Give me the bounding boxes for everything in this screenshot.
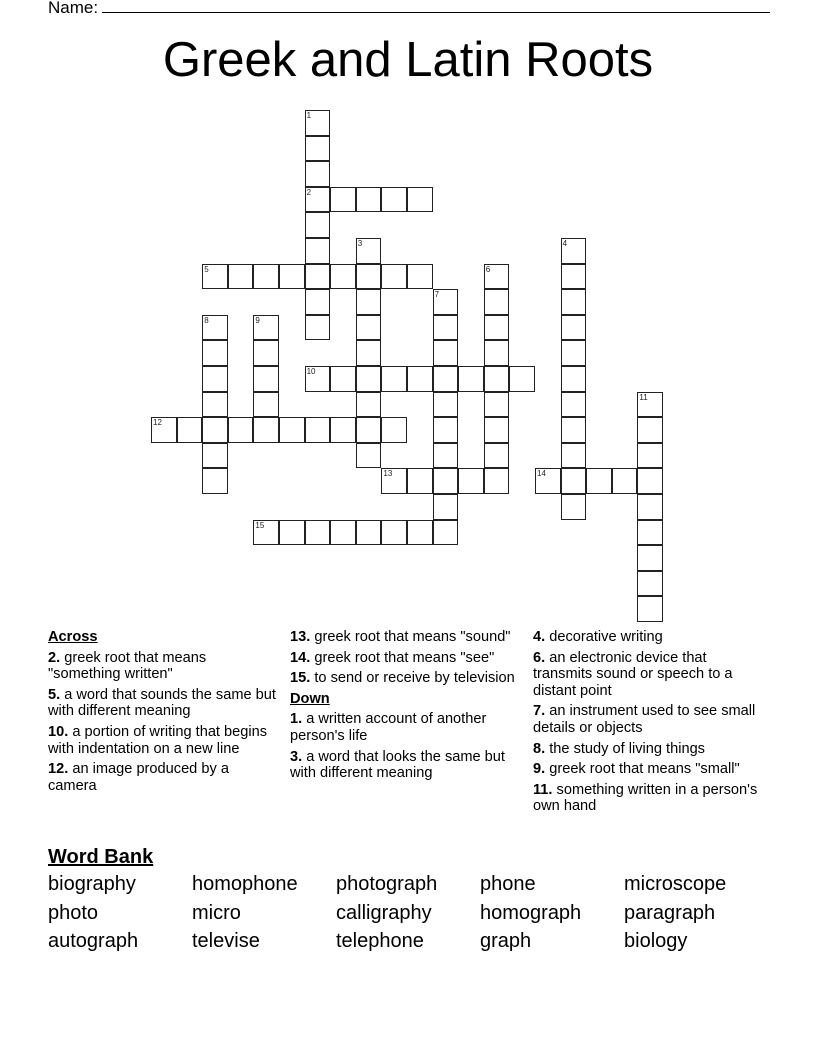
crossword-cell[interactable] bbox=[356, 520, 382, 546]
clue-down-11 bbox=[533, 782, 765, 815]
crossword-cell[interactable] bbox=[381, 187, 407, 213]
name-label: Name: bbox=[48, 0, 99, 17]
crossword-cell[interactable] bbox=[407, 520, 433, 546]
clue-text: something written in a person's own hand bbox=[533, 781, 758, 815]
crossword-cell[interactable] bbox=[407, 366, 433, 392]
crossword-cell[interactable] bbox=[381, 417, 407, 443]
crossword-cell[interactable] bbox=[433, 494, 459, 520]
crossword-cell[interactable] bbox=[202, 392, 228, 418]
crossword-cell[interactable] bbox=[433, 392, 459, 418]
word-bank-item: graph bbox=[480, 930, 532, 952]
crossword-cell[interactable] bbox=[561, 468, 587, 494]
clue-across-12 bbox=[48, 761, 280, 794]
crossword-cell[interactable] bbox=[305, 136, 331, 162]
clue-number: 10 bbox=[306, 367, 316, 376]
crossword-cell[interactable] bbox=[330, 417, 356, 443]
crossword-cell[interactable] bbox=[433, 315, 459, 341]
crossword-cell[interactable] bbox=[305, 264, 331, 290]
crossword-cell[interactable] bbox=[356, 443, 382, 469]
crossword-cell[interactable] bbox=[637, 520, 663, 546]
crossword-cell[interactable] bbox=[279, 417, 305, 443]
crossword-cell[interactable] bbox=[253, 264, 279, 290]
crossword-cell[interactable] bbox=[330, 264, 356, 290]
clue-text: a written account of another person's life bbox=[290, 711, 487, 744]
crossword-cell[interactable] bbox=[228, 264, 254, 290]
crossword-cell[interactable] bbox=[484, 443, 510, 469]
clues-column-3 bbox=[533, 629, 765, 819]
clue-across-14 bbox=[290, 650, 522, 667]
crossword-cell[interactable] bbox=[637, 417, 663, 443]
crossword-cell[interactable] bbox=[202, 468, 228, 494]
clue-across-2 bbox=[48, 650, 280, 683]
word-bank-item: biology bbox=[624, 930, 688, 952]
clue-across-15 bbox=[290, 670, 522, 687]
clue-number: 5 bbox=[204, 264, 209, 274]
crossword-cell[interactable] bbox=[561, 443, 587, 469]
crossword-cell[interactable] bbox=[177, 417, 203, 443]
crossword-cell[interactable] bbox=[305, 417, 331, 443]
crossword-cell[interactable] bbox=[484, 392, 510, 418]
crossword-cell[interactable] bbox=[202, 264, 228, 290]
crossword-cell[interactable] bbox=[637, 571, 663, 597]
clue-number-label: 3. bbox=[290, 748, 303, 765]
crossword-cell[interactable] bbox=[381, 366, 407, 392]
crossword-cell[interactable] bbox=[407, 187, 433, 213]
crossword-cell[interactable] bbox=[356, 264, 382, 290]
word-bank-item: calligraphy bbox=[336, 901, 432, 924]
down-heading: Down bbox=[290, 690, 330, 707]
crossword-cell[interactable] bbox=[637, 392, 663, 418]
clue-number: 14 bbox=[537, 469, 546, 479]
clue-down-8 bbox=[533, 741, 765, 758]
word-bank-item: autograph bbox=[48, 930, 139, 952]
clue-number: 1 bbox=[306, 111, 312, 120]
crossword-cell[interactable] bbox=[484, 417, 510, 443]
clue-across-13 bbox=[290, 629, 522, 646]
clue-across-10 bbox=[48, 724, 280, 757]
word-bank-item: homograph bbox=[480, 901, 582, 924]
clue-number: 4 bbox=[562, 239, 568, 248]
clue-number-label: 13. bbox=[290, 629, 311, 645]
word-bank-item: microscope bbox=[624, 873, 727, 895]
word-bank-title: Word Bank bbox=[48, 846, 154, 868]
clue-number-label: 12. bbox=[48, 761, 69, 778]
crossword-cell[interactable] bbox=[330, 520, 356, 546]
clue-number-label: 2. bbox=[48, 649, 61, 666]
crossword-cell[interactable] bbox=[356, 238, 382, 264]
clue-number-label: 5. bbox=[48, 686, 61, 703]
crossword-cell[interactable] bbox=[202, 315, 228, 341]
clues-column-1 bbox=[48, 629, 280, 798]
clue-number: 3 bbox=[357, 239, 363, 248]
clue-number: 12 bbox=[153, 418, 162, 428]
clue-text: the study of living things bbox=[545, 740, 705, 757]
crossword-cell[interactable] bbox=[433, 520, 459, 546]
word-bank-item: micro bbox=[192, 901, 241, 924]
clue-text: to send or receive by television bbox=[310, 670, 515, 687]
clue-text: an electronic device that transmits sound or speech to a distant point bbox=[533, 649, 733, 699]
crossword-cell[interactable] bbox=[253, 417, 279, 443]
crossword-cell[interactable] bbox=[253, 340, 279, 366]
crossword-cell[interactable] bbox=[253, 520, 279, 546]
crossword-cell[interactable] bbox=[458, 468, 484, 494]
crossword-cell[interactable] bbox=[637, 494, 663, 520]
crossword-cell[interactable] bbox=[433, 340, 459, 366]
crossword-cell[interactable] bbox=[561, 417, 587, 443]
clue-number-label: 15. bbox=[290, 670, 311, 687]
clue-number-label: 6. bbox=[533, 649, 546, 666]
crossword-cell[interactable] bbox=[356, 392, 382, 418]
word-bank-item: biography bbox=[48, 873, 136, 895]
crossword-cell[interactable] bbox=[433, 366, 459, 392]
clue-text: a word that sounds the same but with different meaning bbox=[48, 686, 276, 720]
clue-across-5 bbox=[48, 687, 280, 720]
clue-text: an instrument used to see small details or objects bbox=[533, 703, 756, 736]
clue-number: 11 bbox=[639, 392, 648, 402]
crossword-cell[interactable] bbox=[484, 340, 510, 366]
crossword-cell[interactable] bbox=[561, 289, 587, 315]
crossword-cell[interactable] bbox=[279, 520, 305, 546]
crossword-cell[interactable] bbox=[305, 110, 331, 136]
crossword-cell[interactable] bbox=[586, 468, 612, 494]
crossword-cell[interactable] bbox=[202, 340, 228, 366]
word-bank-item: paragraph bbox=[624, 901, 716, 924]
clue-text: decorative writing bbox=[545, 629, 663, 645]
crossword-cell[interactable] bbox=[561, 340, 587, 366]
crossword-cell[interactable] bbox=[305, 520, 331, 546]
clue-number-label: 7. bbox=[533, 703, 546, 720]
crossword-cell[interactable] bbox=[407, 468, 433, 494]
clue-text: greek root that means "small" bbox=[545, 761, 740, 778]
clue-text: a word that looks the same but with different meaning bbox=[290, 748, 505, 782]
crossword-cell[interactable] bbox=[561, 315, 587, 341]
crossword-cell[interactable] bbox=[356, 289, 382, 315]
crossword-cell[interactable] bbox=[356, 417, 382, 443]
crossword-cell[interactable] bbox=[484, 315, 510, 341]
crossword-cell[interactable] bbox=[484, 366, 510, 392]
crossword-cell[interactable] bbox=[279, 264, 305, 290]
clue-number: 13 bbox=[383, 469, 393, 479]
word-bank-item: televise bbox=[192, 930, 260, 952]
crossword-cell[interactable] bbox=[484, 289, 510, 315]
clue-down-9 bbox=[533, 761, 765, 778]
crossword-cell[interactable] bbox=[612, 468, 638, 494]
crossword-cell[interactable] bbox=[305, 212, 331, 238]
crossword-cell[interactable] bbox=[407, 264, 433, 290]
crossword-cell[interactable] bbox=[253, 315, 279, 341]
across-heading: Across bbox=[48, 629, 98, 645]
word-bank-item: phone bbox=[480, 873, 536, 895]
crossword-cell[interactable] bbox=[561, 264, 587, 290]
crossword-cell[interactable] bbox=[433, 468, 459, 494]
clue-number-label: 1. bbox=[290, 711, 303, 728]
crossword-cell[interactable] bbox=[381, 468, 407, 494]
crossword-cell[interactable] bbox=[433, 443, 459, 469]
crossword-cell[interactable] bbox=[356, 340, 382, 366]
clue-text: a portion of writing that begins with indentation on a new line bbox=[48, 723, 268, 757]
clue-number-label: 8. bbox=[533, 740, 546, 757]
word-bank-item: telephone bbox=[336, 930, 424, 952]
clue-text: an image produced by a camera bbox=[48, 761, 229, 794]
crossword-cell[interactable] bbox=[381, 264, 407, 290]
page-title: Greek and Latin Roots bbox=[162, 33, 654, 87]
crossword-cell[interactable] bbox=[305, 238, 331, 264]
clue-number: 2 bbox=[306, 187, 312, 197]
word-bank-item: photo bbox=[48, 901, 99, 924]
crossword-cell[interactable] bbox=[330, 366, 356, 392]
crossword-cell[interactable] bbox=[561, 238, 587, 264]
clue-number: 7 bbox=[434, 290, 440, 300]
clue-down-3 bbox=[290, 749, 522, 782]
clue-number-label: 4. bbox=[533, 629, 546, 645]
clue-number: 8 bbox=[204, 315, 209, 325]
crossword-cell[interactable] bbox=[305, 161, 331, 187]
clue-number-label: 9. bbox=[533, 761, 546, 778]
crossword-cell[interactable] bbox=[561, 366, 587, 392]
crossword-cell[interactable] bbox=[202, 366, 228, 392]
crossword-cell[interactable] bbox=[330, 187, 356, 213]
crossword-cell[interactable] bbox=[509, 366, 535, 392]
clue-number: 9 bbox=[255, 315, 260, 325]
clue-number-label: 10. bbox=[48, 723, 69, 740]
clue-down-4 bbox=[533, 629, 765, 646]
crossword-cell[interactable] bbox=[305, 289, 331, 315]
crossword-cell[interactable] bbox=[637, 596, 663, 622]
clue-text: greek root that means "something written" bbox=[48, 649, 207, 683]
crossword-cell[interactable] bbox=[637, 443, 663, 469]
crossword-cell[interactable] bbox=[151, 417, 177, 443]
clue-down-1 bbox=[290, 711, 522, 744]
crossword-cell[interactable] bbox=[356, 187, 382, 213]
clue-number-label: 11. bbox=[533, 781, 553, 798]
crossword-cell[interactable] bbox=[484, 264, 510, 290]
clue-down-7 bbox=[533, 703, 765, 736]
word-bank-item: photograph bbox=[336, 873, 438, 895]
crossword-cell[interactable] bbox=[228, 417, 254, 443]
crossword-cell[interactable] bbox=[253, 392, 279, 418]
crossword-cell[interactable] bbox=[484, 468, 510, 494]
crossword-cell[interactable] bbox=[356, 366, 382, 392]
crossword-cell[interactable] bbox=[253, 366, 279, 392]
crossword-cell[interactable] bbox=[535, 468, 561, 494]
crossword-cell[interactable] bbox=[561, 494, 587, 520]
word-bank-item: homophone bbox=[192, 873, 298, 895]
crossword-cell[interactable] bbox=[433, 417, 459, 443]
crossword-cell[interactable] bbox=[637, 545, 663, 571]
crossword-cell[interactable] bbox=[458, 366, 484, 392]
clue-number: 6 bbox=[485, 264, 491, 274]
clue-text: greek root that means "sound" bbox=[310, 629, 511, 645]
crossword-cell[interactable] bbox=[356, 315, 382, 341]
clue-text: greek root that means "see" bbox=[310, 649, 495, 666]
clue-number-label: 14. bbox=[290, 649, 311, 666]
crossword-cell[interactable] bbox=[305, 315, 331, 341]
clue-number: 15 bbox=[255, 520, 265, 530]
crossword-cell[interactable] bbox=[433, 289, 459, 315]
crossword-cell[interactable] bbox=[202, 417, 228, 443]
crossword-cell[interactable] bbox=[381, 520, 407, 546]
crossword-cell[interactable] bbox=[305, 187, 331, 213]
crossword-cell[interactable] bbox=[305, 366, 331, 392]
crossword-cell[interactable] bbox=[637, 468, 663, 494]
crossword-cell[interactable] bbox=[561, 392, 587, 418]
crossword-cell[interactable] bbox=[202, 443, 228, 469]
clue-down-6 bbox=[533, 650, 765, 700]
clues-column-2 bbox=[290, 629, 522, 786]
